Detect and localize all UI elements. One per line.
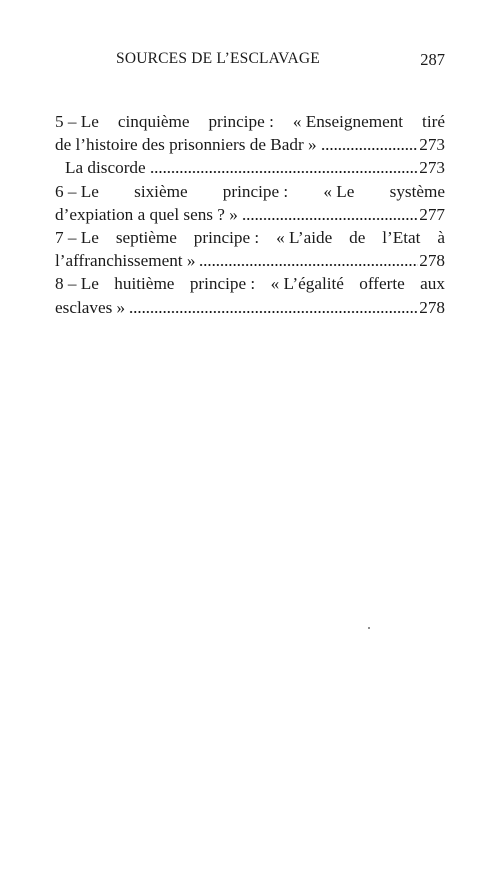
toc-word: tiré [422,112,445,131]
toc-word: 6 – Le [55,181,99,201]
toc-page-number: 278 [419,251,445,271]
toc-entry-text: La discorde [65,158,146,178]
toc-word: principe : [193,227,260,247]
toc-entry-text: esclaves » [55,297,126,317]
toc-entry-8-line-1 [55,272,445,295]
toc-entry-text: d’expiation a quel sens ? » [55,204,238,224]
toc-entry-discorde [55,156,445,179]
toc-word: « L’égalité [270,274,344,294]
toc-word: huitième [114,274,175,294]
toc-word: aux [420,274,445,294]
toc-word: l’Etat [382,227,421,247]
toc-word: principe : [222,181,289,201]
toc-word: système [389,181,445,201]
dot-leader [321,138,419,150]
toc-word: septième [115,227,177,247]
toc-word: 5 – Le [55,112,99,131]
toc-word: « L’aide [276,227,333,247]
running-head [55,50,445,70]
toc-word: offerte [359,274,405,294]
toc-entry-7-line-1 [55,226,445,249]
toc-word: 8 – Le [55,274,99,294]
toc-entry-5-line-1 [55,110,445,133]
toc-word: « Enseignement [292,112,404,131]
toc-entry-6-line-1 [55,180,445,203]
table-of-contents [55,110,445,319]
toc-entry-8-line-2 [55,296,445,319]
toc-word: principe : [189,274,256,294]
toc-page-number: 278 [419,297,445,317]
dot-leader [150,161,419,173]
toc-word: à [437,227,445,247]
toc-page-number: 273 [419,158,445,178]
toc-entry-text: l’affranchissement » [55,251,196,271]
toc-entry-text: de l’histoire des prisonniers de Badr » [55,135,317,155]
toc-word: « Le [323,181,355,201]
dot-leader [199,254,418,266]
toc-page-number: 273 [419,135,445,155]
paper-speck [368,627,370,629]
toc-word: cinquième [117,112,190,131]
toc-page-number: 277 [419,204,445,224]
page-number: 287 [420,50,445,69]
toc-entry-7-line-2 [55,249,445,272]
toc-word: sixième [134,181,188,201]
toc-word: de [349,227,366,247]
toc-word: 7 – Le [55,227,99,247]
dot-leader [129,301,418,313]
running-head-title: SOURCES DE L’ESCLAVAGE [116,50,320,67]
toc-entry-6-line-2 [55,203,445,226]
dot-leader [242,208,418,220]
toc-word: principe : [208,112,274,131]
toc-entry-5-line-2 [55,133,445,156]
